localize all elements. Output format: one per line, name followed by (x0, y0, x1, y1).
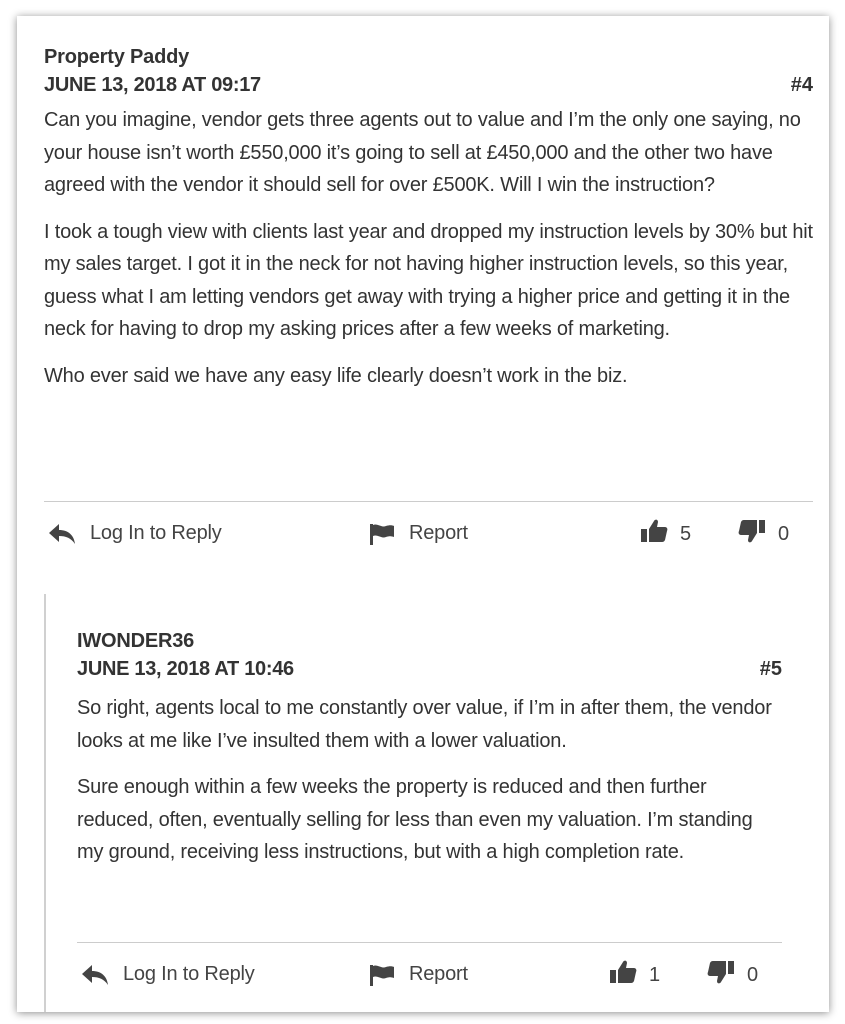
log-in-to-reply-button[interactable] (48, 522, 222, 545)
comment-actions (44, 502, 813, 572)
comment-paragraph: So right, agents local to me constantly over value, if I’m in after them, the vendor looks at me like I’ve insulted them with a lower valuation. (77, 697, 772, 752)
report-button[interactable] (369, 522, 468, 545)
thumbs-up-icon (640, 518, 668, 550)
comment-actions (77, 943, 782, 1012)
reply-label: Log In to Reply (90, 522, 222, 544)
dislike-button[interactable] (738, 518, 789, 550)
comment-paragraph: Sure enough within a few weeks the property is reduced and then further reduced, often, eventually selling for less than even my valuation. I’m standing my ground, receiving less instructions, but with a high completion rate. (77, 776, 753, 863)
comment (44, 44, 813, 406)
report-label: Report (409, 963, 468, 985)
like-count: 1 (649, 963, 661, 986)
reply-thread (44, 594, 829, 1012)
comment-body (44, 104, 813, 392)
comment-paragraph: I took a tough view with clients last year and dropped my instruction levels by 30% but hit my sales target. I got it in the neck for not having higher instruction levels, so this year, guess what I am letting vendors get away with trying a higher price and getting it in the neck for having to drop my asking prices after a few weeks of marketing. (44, 220, 813, 340)
log-in-to-reply-button[interactable] (81, 963, 255, 986)
reply-arrow-icon (48, 523, 76, 545)
like-button[interactable] (609, 959, 660, 991)
reply-label: Log In to Reply (123, 963, 255, 985)
dislike-count: 0 (747, 963, 759, 986)
comment-meta (44, 70, 813, 100)
comment-paragraph: Who ever said we have any easy life clearly doesn’t work in the biz. (44, 364, 628, 387)
like-button[interactable] (640, 518, 691, 550)
comment-date: JUNE 13, 2018 AT 10:46 (77, 658, 294, 680)
reply-arrow-icon (81, 964, 109, 986)
comment-author: IWONDER36 (77, 630, 195, 652)
like-count: 5 (680, 522, 692, 545)
comments-panel (17, 16, 829, 1012)
dislike-button[interactable] (707, 959, 758, 991)
comment-date: JUNE 13, 2018 AT 09:17 (44, 74, 261, 96)
thumbs-down-icon (707, 959, 735, 991)
dislike-count: 0 (778, 522, 790, 545)
comment-number[interactable]: #4 (790, 74, 813, 96)
comment-meta (77, 654, 782, 684)
comment-paragraph: Can you imagine, vendor gets three agents out to value and I’m the only one saying, no your house isn’t worth £550,000 it’s going to sell at £450,000 and the other two have agreed with the vendor it should sell for over £500K. Will I win the instruction? (44, 109, 801, 196)
comment (77, 628, 782, 883)
comment-number[interactable]: #5 (759, 658, 782, 680)
report-label: Report (409, 522, 468, 544)
thumbs-down-icon (738, 518, 766, 550)
flag-icon (369, 523, 395, 545)
comment-body (77, 692, 782, 869)
thumbs-up-icon (609, 959, 637, 991)
comment-author: Property Paddy (44, 46, 190, 68)
flag-icon (369, 964, 395, 986)
report-button[interactable] (369, 963, 468, 986)
